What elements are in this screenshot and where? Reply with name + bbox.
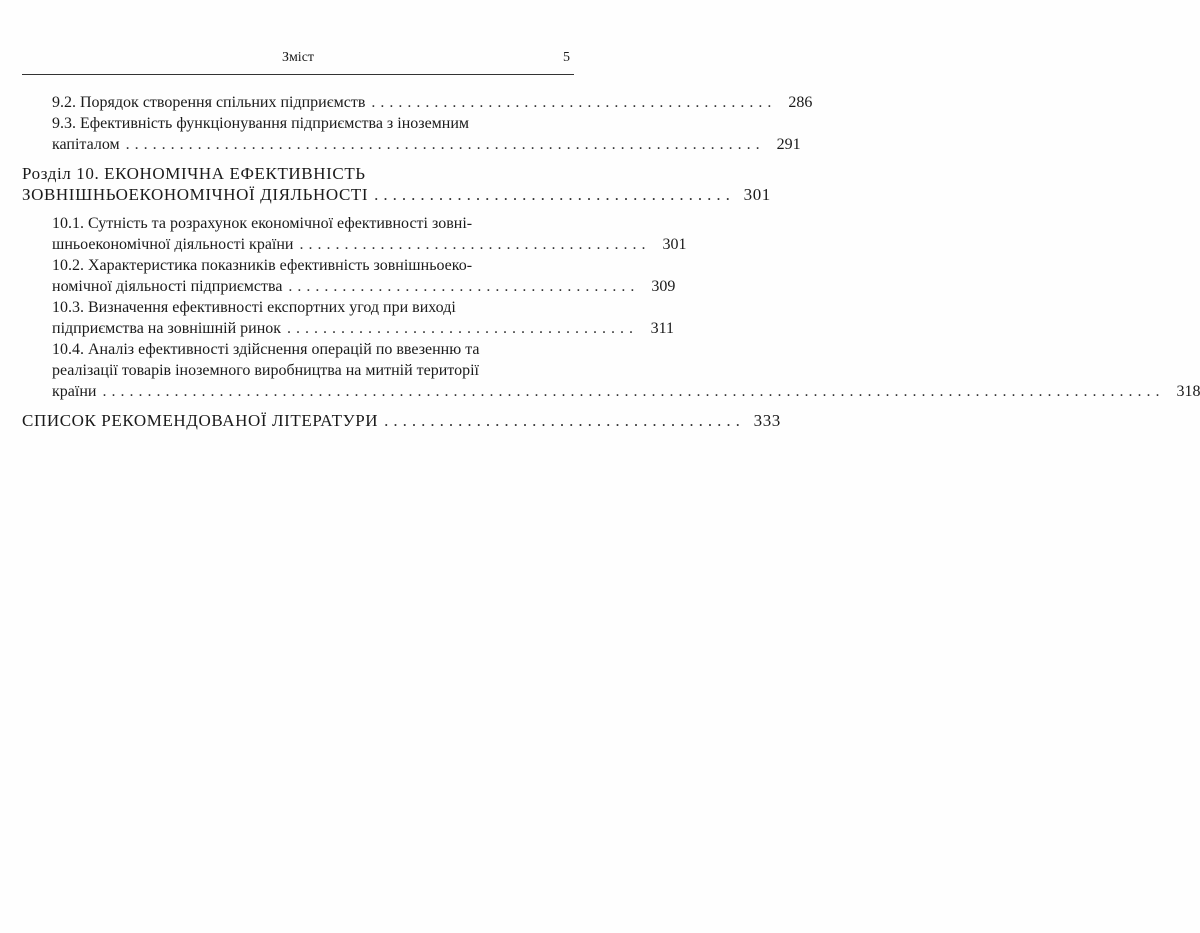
toc-literature[interactable] [22, 410, 781, 431]
page-number: 5 [563, 50, 570, 65]
toc-entry-page: 311 [650, 320, 675, 337]
toc-entry-10-3[interactable] [22, 297, 675, 339]
toc-entry-page: 309 [651, 278, 676, 295]
toc-chapter-10[interactable] [22, 163, 771, 205]
dot-leader: ............................................. [371, 94, 777, 111]
toc-entry-page: 286 [788, 94, 813, 111]
header-rule [22, 74, 574, 75]
toc-entry-10-2[interactable] [22, 255, 676, 297]
toc-entry-title-cont: країни [52, 383, 97, 400]
toc-entry-title: 10.4. Аналіз ефективності здійснення операцій по ввезенню та [52, 341, 480, 358]
toc-entry-title-cont: реалізації товарів іноземного виробництва на митній території [52, 362, 479, 379]
toc-entry-9-3[interactable] [22, 113, 801, 155]
dot-leader: ....................................................................... [125, 136, 765, 153]
running-header-title: Зміст [281, 50, 315, 65]
toc-entry-page: 301 [743, 185, 771, 204]
dot-leader: ....................................... [299, 236, 651, 253]
table-of-contents [22, 92, 1200, 431]
toc-entry-page: 291 [776, 136, 801, 153]
toc-entry-title-cont: шньоекономічної діяльності країни [52, 236, 294, 253]
toc-entry-page: 301 [662, 236, 687, 253]
toc-literature-title: СПИСОК РЕКОМЕНДОВАНОЇ ЛІТЕРАТУРИ [22, 411, 379, 430]
toc-entry-title-cont: номічної діяльності підприємства [52, 278, 283, 295]
toc-entry-title-cont: підприємства на зовнішній ринок [52, 320, 282, 337]
dot-leader: ....................................... [287, 320, 639, 337]
toc-entry-9-2[interactable] [22, 92, 813, 113]
dot-leader: ....................................... [288, 278, 640, 295]
toc-entry-title: 10.3. Визначення ефективності експортних угод при виході [52, 299, 456, 316]
running-header [22, 50, 574, 72]
toc-entry-page: 333 [753, 411, 781, 430]
toc-chapter-title-cont: ЗОВНІШНЬОЕКОНОМІЧНОЇ ДІЯЛЬНОСТІ [22, 185, 369, 204]
toc-entry-title: 9.3. Ефективність функціонування підприємства з іноземним [52, 115, 470, 132]
toc-entry-10-1[interactable] [22, 213, 687, 255]
dot-leader: ...................................................................................................................... [102, 383, 1165, 400]
toc-entry-title-cont: капіталом [52, 136, 120, 153]
toc-entry-page: 318 [1176, 383, 1200, 400]
toc-entry-10-4[interactable] [22, 339, 1200, 402]
dot-leader: ....................................... [374, 185, 735, 204]
toc-entry-title: 9.2. Порядок створення спільних підприємств [52, 94, 366, 111]
toc-entry-title: 10.2. Характеристика показників ефективність зовнішньоеко- [52, 257, 473, 274]
toc-chapter-title: Розділ 10. ЕКОНОМІЧНА ЕФЕКТИВНІСТЬ [22, 164, 366, 183]
dot-leader: ....................................... [384, 411, 745, 430]
toc-entry-title: 10.1. Сутність та розрахунок економічної ефективності зовні- [52, 215, 473, 232]
